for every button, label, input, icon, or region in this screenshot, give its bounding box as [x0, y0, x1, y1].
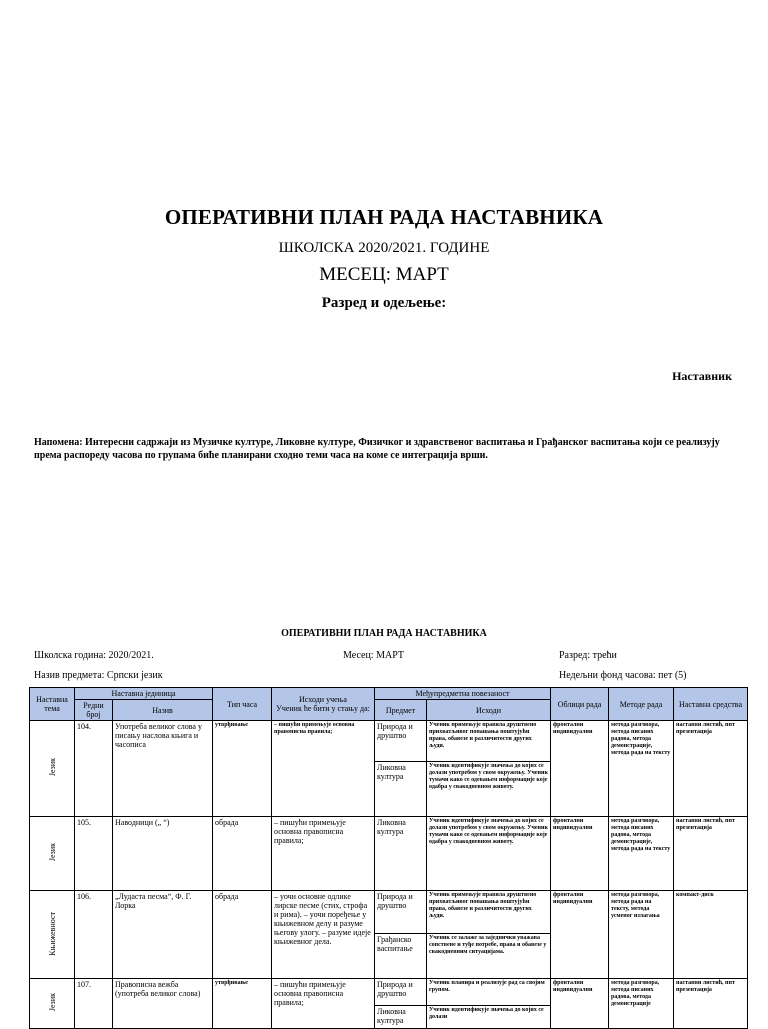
plan-weekly-fund: Недељни фонд часова: пет (5)	[559, 670, 687, 681]
row-materials: наставни листић, ппт презентација	[674, 721, 748, 817]
row-materials: наставни листић, ппт презентација	[674, 817, 748, 891]
row-lesson-type: обрада	[213, 891, 272, 979]
row-topic: Језик	[30, 817, 75, 891]
row-cross-subject: Природа и друштво	[375, 979, 427, 1006]
row-topic: Језик	[30, 721, 75, 817]
row-methods: метода разговора, метода рада на тексту, метода усменог излагања	[609, 891, 674, 979]
header-cross-curricular: Међупредметна повезаност	[375, 688, 551, 700]
row-work-form: фронтални индивидуални	[551, 979, 609, 1029]
row-topic: Књижевност	[30, 891, 75, 979]
table-row	[30, 721, 748, 762]
table-row	[30, 891, 748, 934]
row-cross-outcomes: Ученик идентификује значења до којих се долази	[427, 1006, 551, 1029]
plan-table	[29, 687, 748, 1029]
header-cross-outcomes: Исходи	[427, 700, 551, 721]
note: Напомена: Интересни садржаји из Музичке културе, Ликовне културе, Физичког и здравственог васпитања и Грађанског васпитања који се реализују према распореду часова по групама биће планирани сходно теми часа на коме се интеграција врши.	[34, 437, 720, 461]
row-number: 107.	[75, 979, 113, 1029]
header-outcomes: Исходи учења Ученик ће бити у стању да:	[272, 688, 375, 721]
row-materials: наставни листић, ппт презентација	[674, 979, 748, 1029]
row-cross-subject: Ликовна култура	[375, 1006, 427, 1029]
row-name: „Лудаста песма“, Ф. Г. Лорка	[113, 891, 213, 979]
header-methods: Методе рада	[609, 688, 674, 721]
row-outcomes: – пишући примењује основна правописна правила;	[272, 979, 375, 1029]
row-work-form: фронтални индивидуални	[551, 891, 609, 979]
row-methods: метода разговора, метода писаних радова, метода демонстрације	[609, 979, 674, 1029]
page-title: ОПЕРАТИВНИ ПЛАН РАДА НАСТАВНИКА	[164, 205, 604, 229]
row-cross-subject: Грађанско васпитање	[375, 934, 427, 979]
header-materials: Наставна средства	[674, 688, 748, 721]
header-topic: Наставна тема	[30, 688, 75, 721]
row-number: 105.	[75, 817, 113, 891]
school-year: ШКОЛСКА 2020/2021. ГОДИНЕ	[278, 240, 490, 256]
grade-section: Разред и одељење:	[321, 295, 447, 311]
plan-school-year: Школска година: 2020/2021.	[34, 650, 154, 661]
row-name: Наводници („ “)	[113, 817, 213, 891]
row-methods: метода разговора, метода писаних радова, метода демонстрације, метода рада на тексту	[609, 817, 674, 891]
row-outcomes: – пишући примењује основна правописна правила;	[272, 721, 375, 817]
plan-grade: Разред: трећи	[559, 650, 617, 661]
teacher-label: Наставник	[672, 369, 732, 383]
row-cross-subject: Природа и друштво	[375, 721, 427, 762]
header-name: Назив	[113, 700, 213, 721]
row-work-form: фронтални индивидуални	[551, 817, 609, 891]
header-unit: Наставна јединица	[75, 688, 213, 700]
row-methods: метода разговора, метода писаних радова, метода демонстрације, метода рада на тексту	[609, 721, 674, 817]
table-row	[30, 979, 748, 1006]
row-cross-outcomes: Ученик идентификује значења до којих се долази употребом у свом окружењу. Ученик тумачи како се одевањем информације које одабра у свакодневном животу.	[427, 762, 551, 817]
row-topic: Језик	[30, 979, 75, 1029]
row-cross-outcomes: Ученик примењује правила друштвено прихватљивог понашања поштујући права, обавезе и различитости других људи.	[427, 891, 551, 934]
row-number: 106.	[75, 891, 113, 979]
row-lesson-type: утврђивање	[213, 721, 272, 817]
row-lesson-type: утврђивање	[213, 979, 272, 1029]
row-cross-subject: Ликовна култура	[375, 762, 427, 817]
row-name: Употреба великог слова у писању наслова књига и часописа	[113, 721, 213, 817]
row-materials: компакт-диск	[674, 891, 748, 979]
row-cross-outcomes: Ученик примењује правила друштвено прихватљивог понашања поштујући права, обавезе и различитости других људи.	[427, 721, 551, 762]
plan-month: Месец: МАРТ	[343, 650, 404, 661]
row-cross-outcomes: Ученик идентификује значења до којих се долази употребом у свом окружењу. Ученик тумачи како се одевањем информације које одабра у свакодневном животу.	[427, 817, 551, 891]
header-work-form: Облици рада	[551, 688, 609, 721]
row-number: 104.	[75, 721, 113, 817]
table-row	[30, 817, 748, 891]
row-cross-subject: Ликовна култура	[375, 817, 427, 891]
row-cross-outcomes: Ученик планира и реализује рад са својим групом.	[427, 979, 551, 1006]
plan-subject: Назив предмета: Српски језик	[34, 670, 163, 681]
header-cross-subject: Предмет	[375, 700, 427, 721]
row-name: Правописна вежба (употреба великог слова)	[113, 979, 213, 1029]
plan-title: ОПЕРАТИВНИ ПЛАН РАДА НАСТАВНИКА	[281, 628, 487, 639]
header-number: Редни број	[75, 700, 113, 721]
row-cross-subject: Природа и друштво	[375, 891, 427, 934]
month: МЕСЕЦ: МАРТ	[319, 264, 449, 285]
header-lesson-type: Тип часа	[213, 688, 272, 721]
row-lesson-type: обрада	[213, 817, 272, 891]
row-outcomes: – уочи основне одлике лирске песме (стих, строфа и рима). – уочи поређење у књижевном делу и разуме његову улогу. – разуме идеје књижевног дела.	[272, 891, 375, 979]
row-cross-outcomes: Ученик се залаже за заједнички уважава сопствене и туђе потребе, права и обавезе у свакодневним ситуацијама.	[427, 934, 551, 979]
row-work-form: фронтални индивидуални	[551, 721, 609, 817]
row-outcomes: – пишући примењује основна правописна правила;	[272, 817, 375, 891]
